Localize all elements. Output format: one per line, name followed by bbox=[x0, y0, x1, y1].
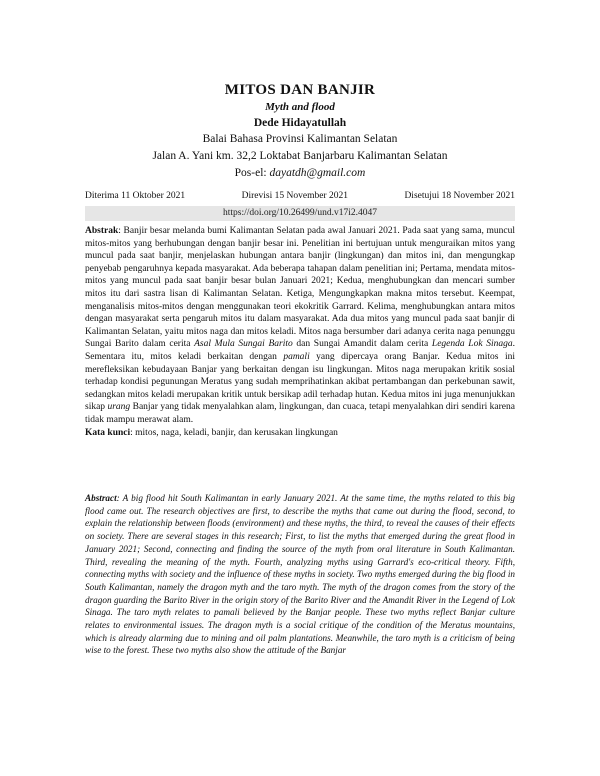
email-line bbox=[0, 165, 600, 182]
article-dates bbox=[85, 191, 515, 201]
email-label: Pos-el: bbox=[234, 167, 267, 179]
author-name: Dede Hidayatullah bbox=[253, 117, 347, 129]
date-accepted: Disetujui 18 November 2021 bbox=[404, 191, 515, 201]
abstract-text: : A big flood hit South Kalimantan in early January 2021. At the same time, the myths related to this big flood came out. The research objectives are first, to describe the myths that came out during the flood, second, to explain the relationship between floods (environment) and these myths, the third, to reveal the causes of their effects on society. There are several stages in this research; First, to list the myths that emerged during the great flood in January 2021; Second, connecting and finding the source of the myth from oral literature in South Kalimantan. Third, revealing the meaning of the myth. Fourth, analyzing myths using Garrard's eco-critical theory. Fifth, connecting myths with society and the influence of these myths in society. Two myths emerged during the big flood in South Kalimantan, namely the dragon myth and the taro myth. The myth of the dragon comes from the story of the dragon guarding the Barito River in the origin story of the Barito River and the Amandit River in the Legend of Lok Sinaga. The taro myth relates to pamali believed by the Banjar people. These two myths reflect Banjar culture relates to environmental issues. The dragon myth is a social critique of the condition of the Meratus mountains, which is already alarming due to mining and oil palm plantations. Meanwhile, the taro myth is a criticism of being wise to the forest. These two myths also show the attitude of the Banjar bbox=[85, 493, 515, 656]
keywords-text: : mitos, naga, keladi, banjir, dan kerusakan lingkungan bbox=[130, 427, 338, 438]
affiliation: Balai Bahasa Provinsi Kalimantan Selatan bbox=[202, 133, 398, 145]
abstrak-section bbox=[85, 225, 515, 439]
address: Jalan A. Yani km. 32,2 Loktabat Banjarbaru Kalimantan Selatan bbox=[152, 150, 448, 162]
story-title-1: Asal Mula Sungai Barito bbox=[194, 339, 293, 350]
paper-subtitle: Myth and flood bbox=[265, 101, 335, 113]
date-revised: Direvisi 15 November 2021 bbox=[241, 191, 348, 201]
abstrak-paragraph: Abstrak: Banjir besar melanda bumi Kalimantan Selatan pada awal Januari 2021. Pada saat yang sama, muncul mitos-mitos yang berhubungan dengan banjir besar ini. Penelitian ini bertujuan untuk menguraikan mitos yang muncul pada saat banjir, menjelaskan hubungan antara banjir (lingkungan) dan mitos ini, dan mengungkap penyebab pengaruhnya kepada masyarakat. Ada beberapa tahapan dalam penelitian ini; Pertama, mendata mitos-mitos yang muncul pada saat banjir besar bulan Januari 2021; Kedua, menghubungkan dan mencari sumber mitos itu dari sastra lisan di Kalimantan Selatan. Ketiga, Mengungkapkan makna mitos tersebut. Keempat, menganalisis mitos-mitos dengan menggunakan teori ekokritik Garrard. Kelima, menghubungkan antara mitos dengan masyarakat serta pengaruh mitos itu dalam masyarakat. Ada dua mitos yang muncul pada saat banjir di Kalimantan Selatan, yaitu mitos naga dan mitos keladi. Mitos naga bersumber dari adanya cerita naga penunggu Sungai Barito dalam cerita Asal Mula Sungai Barito dan Sungai Amandit dalam cerita Legenda Lok Sinaga. Sementara itu, mitos keladi berkaitan dengan pamali yang dipercaya orang Banjar. Kedua mitos ini merefleksikan kebudayaan Banjar yang berkaitan dengan isu lingkungan. Mitos naga merupakan kritik sosial terhadap kondisi pegunungan Meratus yang sudah memprihatinkan akibat pertambangan dan perkebunan sawit, sedangkan mitos keladi merupakan kritik untuk bersikap adil terhadap hutan. Kedua mitos ini juga menunjukkan sikap urang Banjar yang tidak menyalahkan alam, lingkungan, dan cuaca, tetapi menyalahkan diri sendiri karena tidak mampu merawat alam. bbox=[85, 226, 515, 425]
paper-title: MITOS DAN BANJIR bbox=[224, 82, 376, 98]
date-received: Diterima 11 Oktober 2021 bbox=[85, 191, 186, 201]
term-urang: urang bbox=[107, 402, 131, 413]
title-block bbox=[0, 80, 600, 182]
keywords bbox=[85, 427, 515, 440]
term-pamali: pamali bbox=[283, 351, 310, 362]
email-link[interactable]: dayatdh@gmail.com bbox=[269, 167, 366, 179]
doi-link[interactable]: https://doi.org/10.26499/und.v17i2.4047 bbox=[85, 206, 515, 221]
keywords-label: Kata kunci bbox=[85, 427, 131, 438]
story-title-2: Legenda Lok Sinaga bbox=[431, 339, 513, 350]
abstract-label: Abstract bbox=[85, 493, 117, 503]
abstract-english bbox=[85, 492, 515, 657]
abstrak-label: Abstrak bbox=[85, 226, 119, 236]
